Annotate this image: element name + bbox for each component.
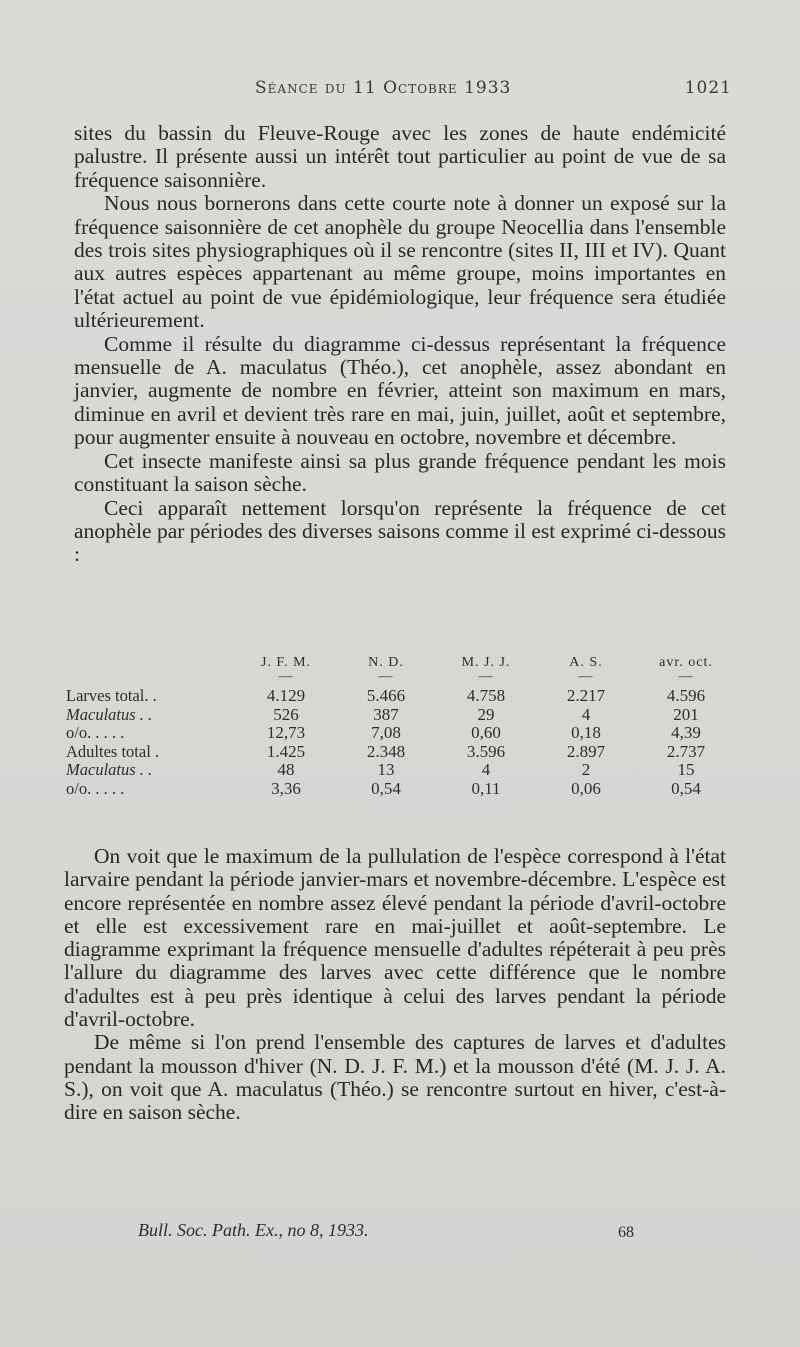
header-title: Séance du 11 Octobre 1933 (255, 78, 512, 98)
row-label: Adultes total . (66, 741, 160, 761)
table-row (66, 761, 736, 780)
table-cell: 0,11 (471, 778, 501, 798)
page-footer (0, 1220, 800, 1250)
table-cell: 201 (673, 704, 699, 724)
table-cell: 3,36 (271, 778, 301, 798)
journal-reference: Bull. Soc. Path. Ex., no 8, 1933. (138, 1220, 369, 1240)
table-cell: 2.217 (566, 686, 606, 706)
table-cell: 5.466 (366, 686, 406, 706)
row-label: o/o. . . . . (66, 723, 125, 743)
table-cell: 2 (581, 760, 591, 780)
body-text-before-table (74, 122, 726, 567)
table-corner (66, 655, 236, 687)
table-cell: 3.596 (466, 741, 506, 761)
table-cell: 4.129 (266, 686, 306, 706)
column-header: A. S. — (569, 655, 603, 684)
table-cell: 2.737 (666, 741, 706, 761)
sheet-number: 68 (618, 1224, 634, 1241)
running-header (0, 78, 800, 108)
table-cell: 0,06 (571, 778, 601, 798)
page-number: 1021 (684, 78, 732, 98)
paragraph: On voit que le maximum de la pullulation de l'espèce correspond à l'état larvaire pendant la période janvier-mars et novembre-décembre. L'espèce est encore représentée en nombre assez élevé pendant la période d'avril-octobre et elle est excessivement rare en mai-juillet et août-septembre. Le diagramme exprimant la fréquence mensuelle d'adultes répéterait à peu près l'allure du diagramme des larves avec cette différence que le nombre d'adultes est à peu près identique à celui des larves pendant la période d'avril-octobre. (64, 844, 726, 1032)
table-cell: 13 (377, 760, 395, 780)
table-cell: 4 (581, 704, 591, 724)
table-cell: 2.897 (566, 741, 606, 761)
column-header: avr. oct. — (659, 655, 713, 684)
table-cell: 4 (481, 760, 491, 780)
table-cell: 48 (277, 760, 295, 780)
table-cell: 15 (677, 760, 695, 780)
paragraph: Cet insecte manifeste ainsi sa plus grande fréquence pendant les mois constituant la saison sèche. (74, 448, 726, 497)
column-header: N. D. — (368, 655, 404, 684)
table-cell: 4.596 (666, 686, 706, 706)
table-cell: 4,39 (671, 723, 701, 743)
column-header: J. F. M. — (260, 655, 312, 684)
table-cell: 0,54 (371, 778, 401, 798)
row-label: o/o. . . . . (66, 778, 125, 798)
table-cell: 0,54 (671, 778, 701, 798)
table-row (66, 724, 736, 743)
column-header: M. J. J. — (461, 655, 511, 684)
table-cell: 526 (273, 704, 299, 724)
table-row (66, 706, 736, 725)
table-cell: 0,60 (471, 723, 501, 743)
table-header-row (66, 655, 736, 687)
table-cell: 0,18 (571, 723, 601, 743)
table-cell: 12,73 (266, 723, 306, 743)
table-cell: 7,08 (371, 723, 401, 743)
table-row (66, 687, 736, 706)
paragraph: Nous nous bornerons dans cette courte note à donner un exposé sur la fréquence saisonnière de cet anophèle du groupe Neocellia dans l'ensemble des trois sites physiographiques où il se rencontre (sites II, III et IV). Quant aux autres espèces appartenant au même groupe, moins importantes en l'état actuel au point de vue épidémiologique, leur fréquence sera étudiée ultérieurement. (74, 191, 726, 333)
table-cell: 4.758 (466, 686, 506, 706)
paragraph: De même si l'on prend l'ensemble des captures de larves et d'adultes pendant la mousson d'hiver (N. D. J. F. M.) et la mousson d'été (M. J. J. A. S.), on voit que A. maculatus (Théo.) se rencontre surtout en hiver, c'est-à-dire en saison sèche. (64, 1030, 726, 1125)
table-cell: 2.348 (366, 741, 406, 761)
row-label: Larves total. . (66, 686, 157, 706)
table-cell: 387 (373, 704, 399, 724)
row-label: Maculatus . . (66, 760, 153, 780)
paragraph: Ceci apparaît nettement lorsqu'on représente la fréquence de cet anophèle par périodes des diverses saisons comme il est exprimé ci-dessous : (74, 495, 726, 567)
table-row (66, 743, 736, 762)
table-row (66, 780, 736, 799)
body-text-after-table (64, 845, 726, 1125)
paragraph: sites du bassin du Fleuve-Rouge avec les zones de haute endémicité palustre. Il présente aussi un intérêt tout particulier au point de vue de sa fréquence saisonnière. (74, 121, 726, 192)
table-cell: 1.425 (266, 741, 306, 761)
table-cell: 29 (477, 704, 495, 724)
paragraph: Comme il résulte du diagramme ci-dessus représentant la fréquence mensuelle de A. maculatus (Théo.), cet anophèle, assez abondant en janvier, augmente de nombre en février, atteint son maximum en mars, diminue en avril et devient très rare en mai, juin, juillet, août et septembre, pour augmenter ensuite à nouveau en octobre, novembre et décembre. (74, 331, 726, 450)
row-label: Maculatus . . (66, 704, 153, 724)
frequency-table (66, 655, 736, 798)
